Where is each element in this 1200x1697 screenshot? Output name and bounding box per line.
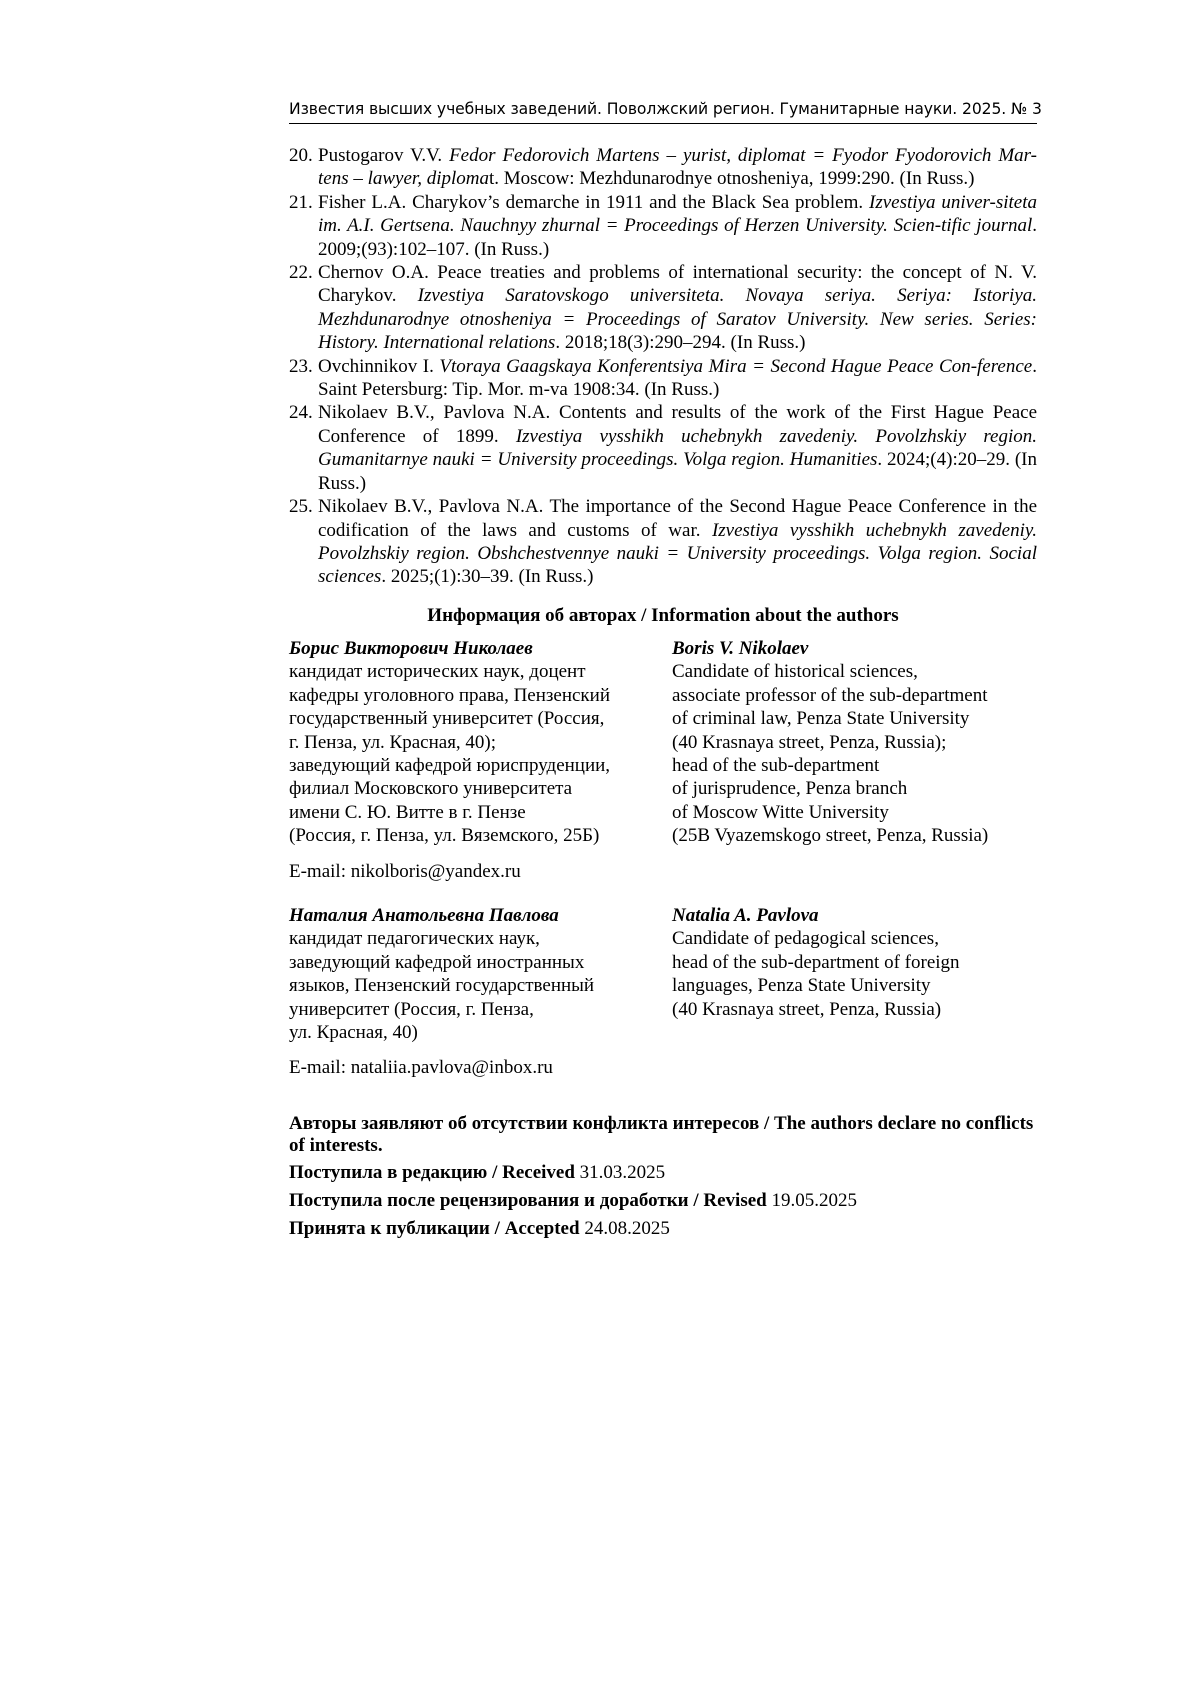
reference-authors: Nikolaev B.V., Pavlova N.A. Contents and results of the work of the First Hague Peace Conference of 1899.	[318, 402, 1037, 447]
reference-details: . 2018;18(3):290–294. (In Russ.)	[555, 332, 806, 354]
accepted-line	[289, 1218, 1037, 1240]
reference-number: 24.	[289, 402, 313, 424]
reference-text	[318, 261, 1037, 355]
author-info-ru	[289, 904, 649, 1044]
author-line-ru: ул. Красная, 40)	[289, 1022, 418, 1044]
reference-item	[289, 191, 1037, 261]
reference-source-title: Vtoraya Gaagskaya Konferentsiya Mira = Second Hague Peace Con-ference	[439, 355, 1033, 377]
reference-text	[318, 355, 1037, 402]
author-line-ru: государственный университет (Россия,	[289, 708, 605, 730]
author-name-ru: Борис Викторович Николаев	[289, 638, 533, 659]
reference-list	[289, 144, 1037, 589]
author-email[interactable]: E-mail: nikolboris@yandex.ru	[289, 861, 521, 882]
author-line-ru: заведующий кафедрой юриспруденции,	[289, 755, 611, 777]
reference-text	[318, 191, 1037, 261]
author-line-ru: г. Пенза, ул. Красная, 40);	[289, 731, 497, 753]
reference-item	[289, 401, 1037, 495]
author-line-en: languages, Penza State University	[672, 975, 931, 997]
reference-source-title: Izvestiya univer-siteta im. A.I. Gertsena. Nauchnyy zhurnal = Proceedings of Herzen University. Scien-tific journal	[318, 191, 1038, 237]
author-line-ru: кандидат исторических наук, доцент	[289, 661, 586, 683]
author-line-ru: университет (Россия, г. Пенза,	[289, 998, 534, 1020]
reference-details: . 2025;(1):30–39. (In Russ.)	[381, 566, 594, 588]
revised-date: 19.05.2025	[771, 1190, 857, 1211]
author-email[interactable]: E-mail: nataliia.pavlova@inbox.ru	[289, 1057, 553, 1078]
reference-item	[289, 144, 1037, 191]
revised-label: Поступила после рецензирования и доработки / Revised	[289, 1190, 767, 1211]
reference-details: . 2024;(4):20–29. (In Russ.)	[318, 449, 1037, 494]
reference-text	[318, 144, 1037, 191]
reference-authors: Nikolaev B.V., Pavlova N.A. The importance of the Second Hague Peace Conference in the codification of the laws and customs of war.	[318, 496, 1037, 541]
author-line-en: of Moscow Witte University	[672, 801, 889, 823]
reference-source-title: Izvestiya vysshikh uchebnykh zavedeniy. Povolzhskiy region. Obshchestvennye nauki = University proceedings. Volga region. Social sciences	[318, 519, 1037, 588]
reference-authors: Chernov O.A. Peace treaties and problems of international security: the concept of N. V. Charykov.	[318, 262, 1037, 307]
author-line-en: of criminal law, Penza State University	[672, 708, 970, 730]
reference-details: t. Moscow: Mezhdunarodnye otnosheniya, 1999:290. (In Russ.)	[489, 168, 975, 190]
reference-number: 20.	[289, 145, 313, 166]
author-line-en: (40 Krasnaya street, Penza, Russia);	[672, 731, 947, 753]
author-info-ru	[289, 637, 649, 848]
conflict-statement	[289, 1113, 1037, 1157]
reference-source-title: Izvestiya vysshikh uchebnykh zavedeniy. Povolzhskiy region. Gumanitarnye nauki = University proceedings. Volga region. Humanities	[318, 425, 1037, 471]
author-line-ru: филиал Московского университета	[289, 778, 573, 800]
reference-number: 25.	[289, 496, 313, 518]
author-line-en: associate professor of the sub-department	[672, 684, 988, 706]
accepted-date: 24.08.2025	[584, 1218, 670, 1239]
author-info-en	[672, 904, 1037, 1021]
reference-authors: Fisher L.A. Charykov’s demarche in 1911 and the Black Sea problem.	[318, 191, 869, 213]
author-line-en: of jurisprudence, Penza branch	[672, 778, 908, 800]
author-line-en: head of the sub-department of foreign	[672, 951, 960, 973]
reference-source-title: Fedor Fedorovich Martens – yurist, diplomat = Fyodor Fyodorovich Mar-tens – lawyer, diploma	[318, 145, 1038, 190]
author-name-en: Boris V. Nikolaev	[672, 638, 809, 659]
author-line-en: Candidate of pedagogical sciences,	[672, 928, 939, 950]
author-line-ru: кафедры уголовного права, Пензенский	[289, 684, 610, 706]
reference-number: 23.	[289, 355, 313, 377]
reference-details: . 2009;(93):102–107. (In Russ.)	[318, 215, 1037, 260]
author-line-en: Candidate of historical sciences,	[672, 661, 918, 683]
received-line	[289, 1162, 1037, 1184]
received-label: Поступила в редакцию / Received	[289, 1162, 575, 1183]
reference-item	[289, 261, 1037, 355]
accepted-label: Принята к публикации / Accepted	[289, 1218, 580, 1239]
reference-number: 22.	[289, 262, 313, 284]
author-line-ru: языков, Пензенский государственный	[289, 975, 595, 997]
author-line-ru: кандидат педагогических наук,	[289, 928, 540, 950]
author-line-en: (40 Krasnaya street, Penza, Russia)	[672, 998, 942, 1020]
author-line-ru: имени С. Ю. Витте в г. Пензе	[289, 801, 526, 823]
author-line-ru: (Россия, г. Пенза, ул. Вяземского, 25Б)	[289, 825, 600, 847]
reference-text	[318, 401, 1037, 495]
revised-line	[289, 1190, 1037, 1212]
authors-section-title: Информация об авторах / Information about the authors	[427, 605, 899, 626]
reference-text	[318, 495, 1037, 589]
reference-source-title: Izvestiya Saratovskogo universiteta. Novaya seriya. Seriya: Istoriya. Mezhdunarodnye otnosheniya = Proceedings of Saratov University. New series. Series: History. International relations	[318, 285, 1038, 354]
author-line-en: (25B Vyazemskogo street, Penza, Russia)	[672, 825, 989, 847]
author-info-en	[672, 637, 1037, 848]
author-name-ru: Наталия Анатольевна Павлова	[289, 905, 559, 926]
reference-authors: Pustogarov V.V.	[318, 145, 450, 166]
author-line-ru: заведующий кафедрой иностранных	[289, 951, 585, 973]
reference-item	[289, 355, 1037, 402]
reference-number: 21.	[289, 191, 313, 213]
author-line-en: head of the sub-department	[672, 755, 880, 777]
running-header: Известия высших учебных заведений. Поволжский регион. Гуманитарные науки. 2025. № 3	[289, 100, 1037, 124]
reference-item	[289, 495, 1037, 589]
received-date: 31.03.2025	[579, 1162, 666, 1183]
conflict-text: Авторы заявляют об отсутствии конфликта интересов / The authors declare no conflicts of interests.	[289, 1113, 1034, 1156]
author-name-en: Natalia A. Pavlova	[672, 905, 819, 926]
reference-details: . Saint Petersburg: Tip. Mor. m-va 1908:34. (In Russ.)	[318, 355, 1037, 401]
reference-authors: Ovchinnikov I.	[318, 355, 440, 377]
